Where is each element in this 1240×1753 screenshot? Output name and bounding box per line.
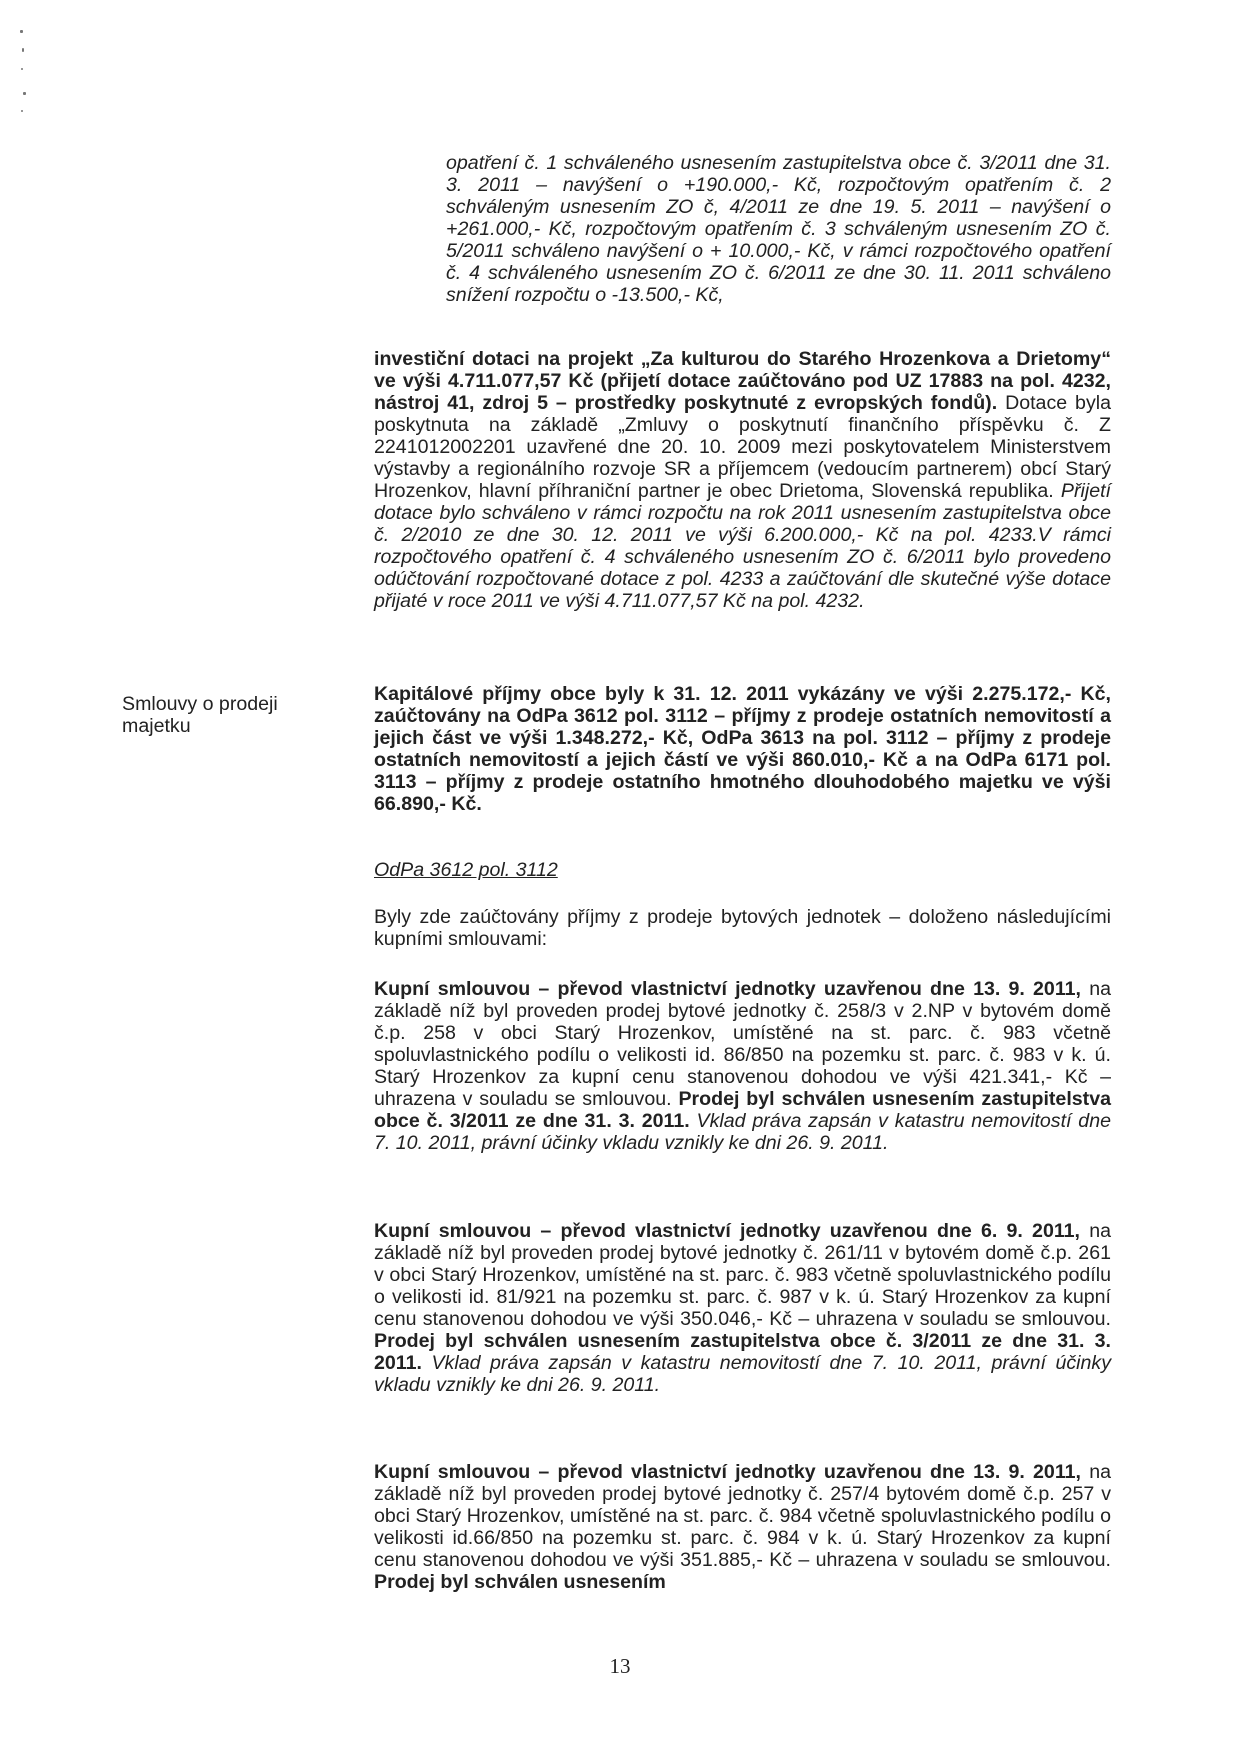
contract-registration: Vklad práva zapsán v katastru nemovitostí dne 7. 10. 2011, právní účinky vkladu vznikly ke dni 26. 9. 2011.: [374, 1110, 1111, 1154]
contract-paragraph: [374, 1461, 1111, 1593]
capital-income-text: Kapitálové příjmy obce byly k 31. 12. 2011 vykázány ve výši 2.275.172,- Kč, zaúčtovány na OdPa 3612 pol. 3112 – příjmy z prodeje ostatních nemovitostí a jejich část ve výši 1.348.272,- Kč, OdPa 3613 na pol. 3112 – příjmy z prodeje ostatních nemovitostí a jejich částí ve výši 860.010,- Kč a na OdPa 6171 pol. 3113 – příjmy z prodeje ostatního hmotného dlouhodobého majetku ve výši 66.890,- Kč.: [374, 683, 1111, 815]
budget-measures-text: opatření č. 1 schváleného usnesením zastupitelstva obce č. 3/2011 dne 31. 3. 2011 – navýšení o +190.000,- Kč, rozpočtovým opatřením č. 2 schváleným usnesením ZO č, 4/2011 ze dne 19. 5. 2011 – navýšení o +261.000,- Kč, rozpočtovým opatřením č. 3 schváleným usnesením ZO č. 5/2011 schváleno navýšení o + 10.000,- Kč, v rámci rozpočtového opatření č. 4 schváleného usnesením ZO č. 6/2011 ze dne 30. 11. 2011 schváleno snížení rozpočtu o -13.500,- Kč,: [446, 152, 1111, 306]
contract-details: na základě níž byl proveden prodej bytové jednotky č. 261/11 v bytovém domě č.p. 261 v obci Starý Hrozenkov, umístěné na st. parc. č. 983 včetně spoluvlastnického podílu o velikosti id. 81/921 na pozemku st. parc. č. 987 v k. ú. Starý Hrozenkov za kupní cenu stanovenou dohodou ve výši 350.046,- Kč – uhrazena v souladu se smlouvou.: [374, 1220, 1111, 1330]
contract-lead: Kupní smlouvou – převod vlastnictví jednotky uzavřenou dne 13. 9. 2011,: [374, 1461, 1081, 1483]
contract-paragraph: [374, 978, 1111, 1154]
contract-approval: Prodej byl schválen usnesením zastupitelstva obce č. 3/2011 ze dne 31. 3. 2011.: [374, 1088, 1111, 1132]
capital-income-paragraph: [374, 683, 1111, 815]
scan-speck: [20, 30, 23, 33]
scan-speck: [23, 92, 26, 95]
contract-details: na základě níž byl proveden prodej bytové jednotky č. 258/3 v 2.NP v bytovém domě č.p. 258 v obci Starý Hrozenkov, umístěné na st. parc. č. 983 včetně spoluvlastnického podílu o velikosti id. 86/850 na pozemku st. parc. č. 983 v k. ú. Starý Hrozenkov za kupní cenu stanovenou dohodou ve výši 421.341,- Kč – uhrazena v souladu se smlouvou.: [374, 978, 1111, 1110]
section-subheading: OdPa 3612 pol. 3112: [374, 859, 558, 881]
sales-intro-text: Byly zde zaúčtovány příjmy z prodeje bytových jednotek – doloženo následujícími kupními smlouvami:: [374, 906, 1111, 950]
contract-lead: Kupní smlouvou – převod vlastnictví jednotky uzavřenou dne 6. 9. 2011,: [374, 1220, 1080, 1242]
investment-grant-paragraph: [374, 348, 1111, 612]
page-number: 13: [609, 1654, 631, 1678]
scan-speck: [21, 68, 23, 70]
contract-details: na základě níž byl proveden prodej bytové jednotky č. 257/4 bytovém domě č.p. 257 v obci Starý Hrozenkov, umístěné na st. parc. č. 984 včetně spoluvlastnického podílu o velikosti id.66/850 na pozemku st. parc. č. 984 v k. ú. Starý Hrozenkov za kupní cenu stanovenou dohodou ve výši 351.885,- Kč – uhrazena v souladu se smlouvou.: [374, 1461, 1111, 1571]
contract-approval: Prodej byl schválen usnesením: [374, 1571, 666, 1593]
investment-grant-italic: Přijetí dotace bylo schváleno v rámci rozpočtu na rok 2011 usnesením zastupitelstva obce č. 2/2010 ze dne 30. 12. 2011 ve výši 6.200.000,- Kč na pol. 4233.V rámci rozpočtového opatření č. 4 schváleného usnesením ZO č. 6/2011 bylo provedeno odúčtování rozpočtované dotace z pol. 4233 a zaúčtování dle skutečné výše dotace přijaté v roce 2011 ve výši 4.711.077,57 Kč na pol. 4232.: [374, 480, 1111, 612]
contract-lead: Kupní smlouvou – převod vlastnictví jednotky uzavřenou dne 13. 9. 2011,: [374, 978, 1081, 1000]
contract-registration: Vklad práva zapsán v katastru nemovitostí dne 7. 10. 2011, právní účinky vkladu vznikly ke dni 26. 9. 2011.: [374, 1352, 1111, 1396]
contract-paragraph: [374, 1220, 1111, 1396]
contract-approval: Prodej byl schválen usnesením zastupitelstva obce č. 3/2011 ze dne 31. 3. 2011.: [374, 1330, 1111, 1374]
sidebar-heading: Smlouvy o prodeji majetku: [122, 693, 278, 737]
sales-intro-paragraph: [374, 906, 1111, 950]
investment-grant-bold: investiční dotaci na projekt „Za kulturou do Starého Hrozenkova a Drietomy“ ve výši 4.711.077,57 Kč (přijetí dotace zaúčtováno pod UZ 17883 na pol. 4232, nástroj 41, zdroj 5 – prostředky poskytnuté z evropských fondů).: [374, 348, 1111, 414]
scan-speck: [21, 110, 23, 112]
budget-measures-paragraph: [446, 152, 1111, 306]
investment-grant-text: Dotace byla poskytnuta na základě „Zmluvy o poskytnutí finančního příspěvku č. Z 2241012002201 uzavřené dne 20. 10. 2009 mezi poskytovatelem Ministerstvem výstavby a regionálního rozvoje SR a příjemcem (vedoucím partnerem) obcí Starý Hrozenkov, hlavní příhraniční partner je obec Drietoma, Slovenská republika.: [374, 392, 1111, 502]
scan-speck: [22, 48, 24, 52]
